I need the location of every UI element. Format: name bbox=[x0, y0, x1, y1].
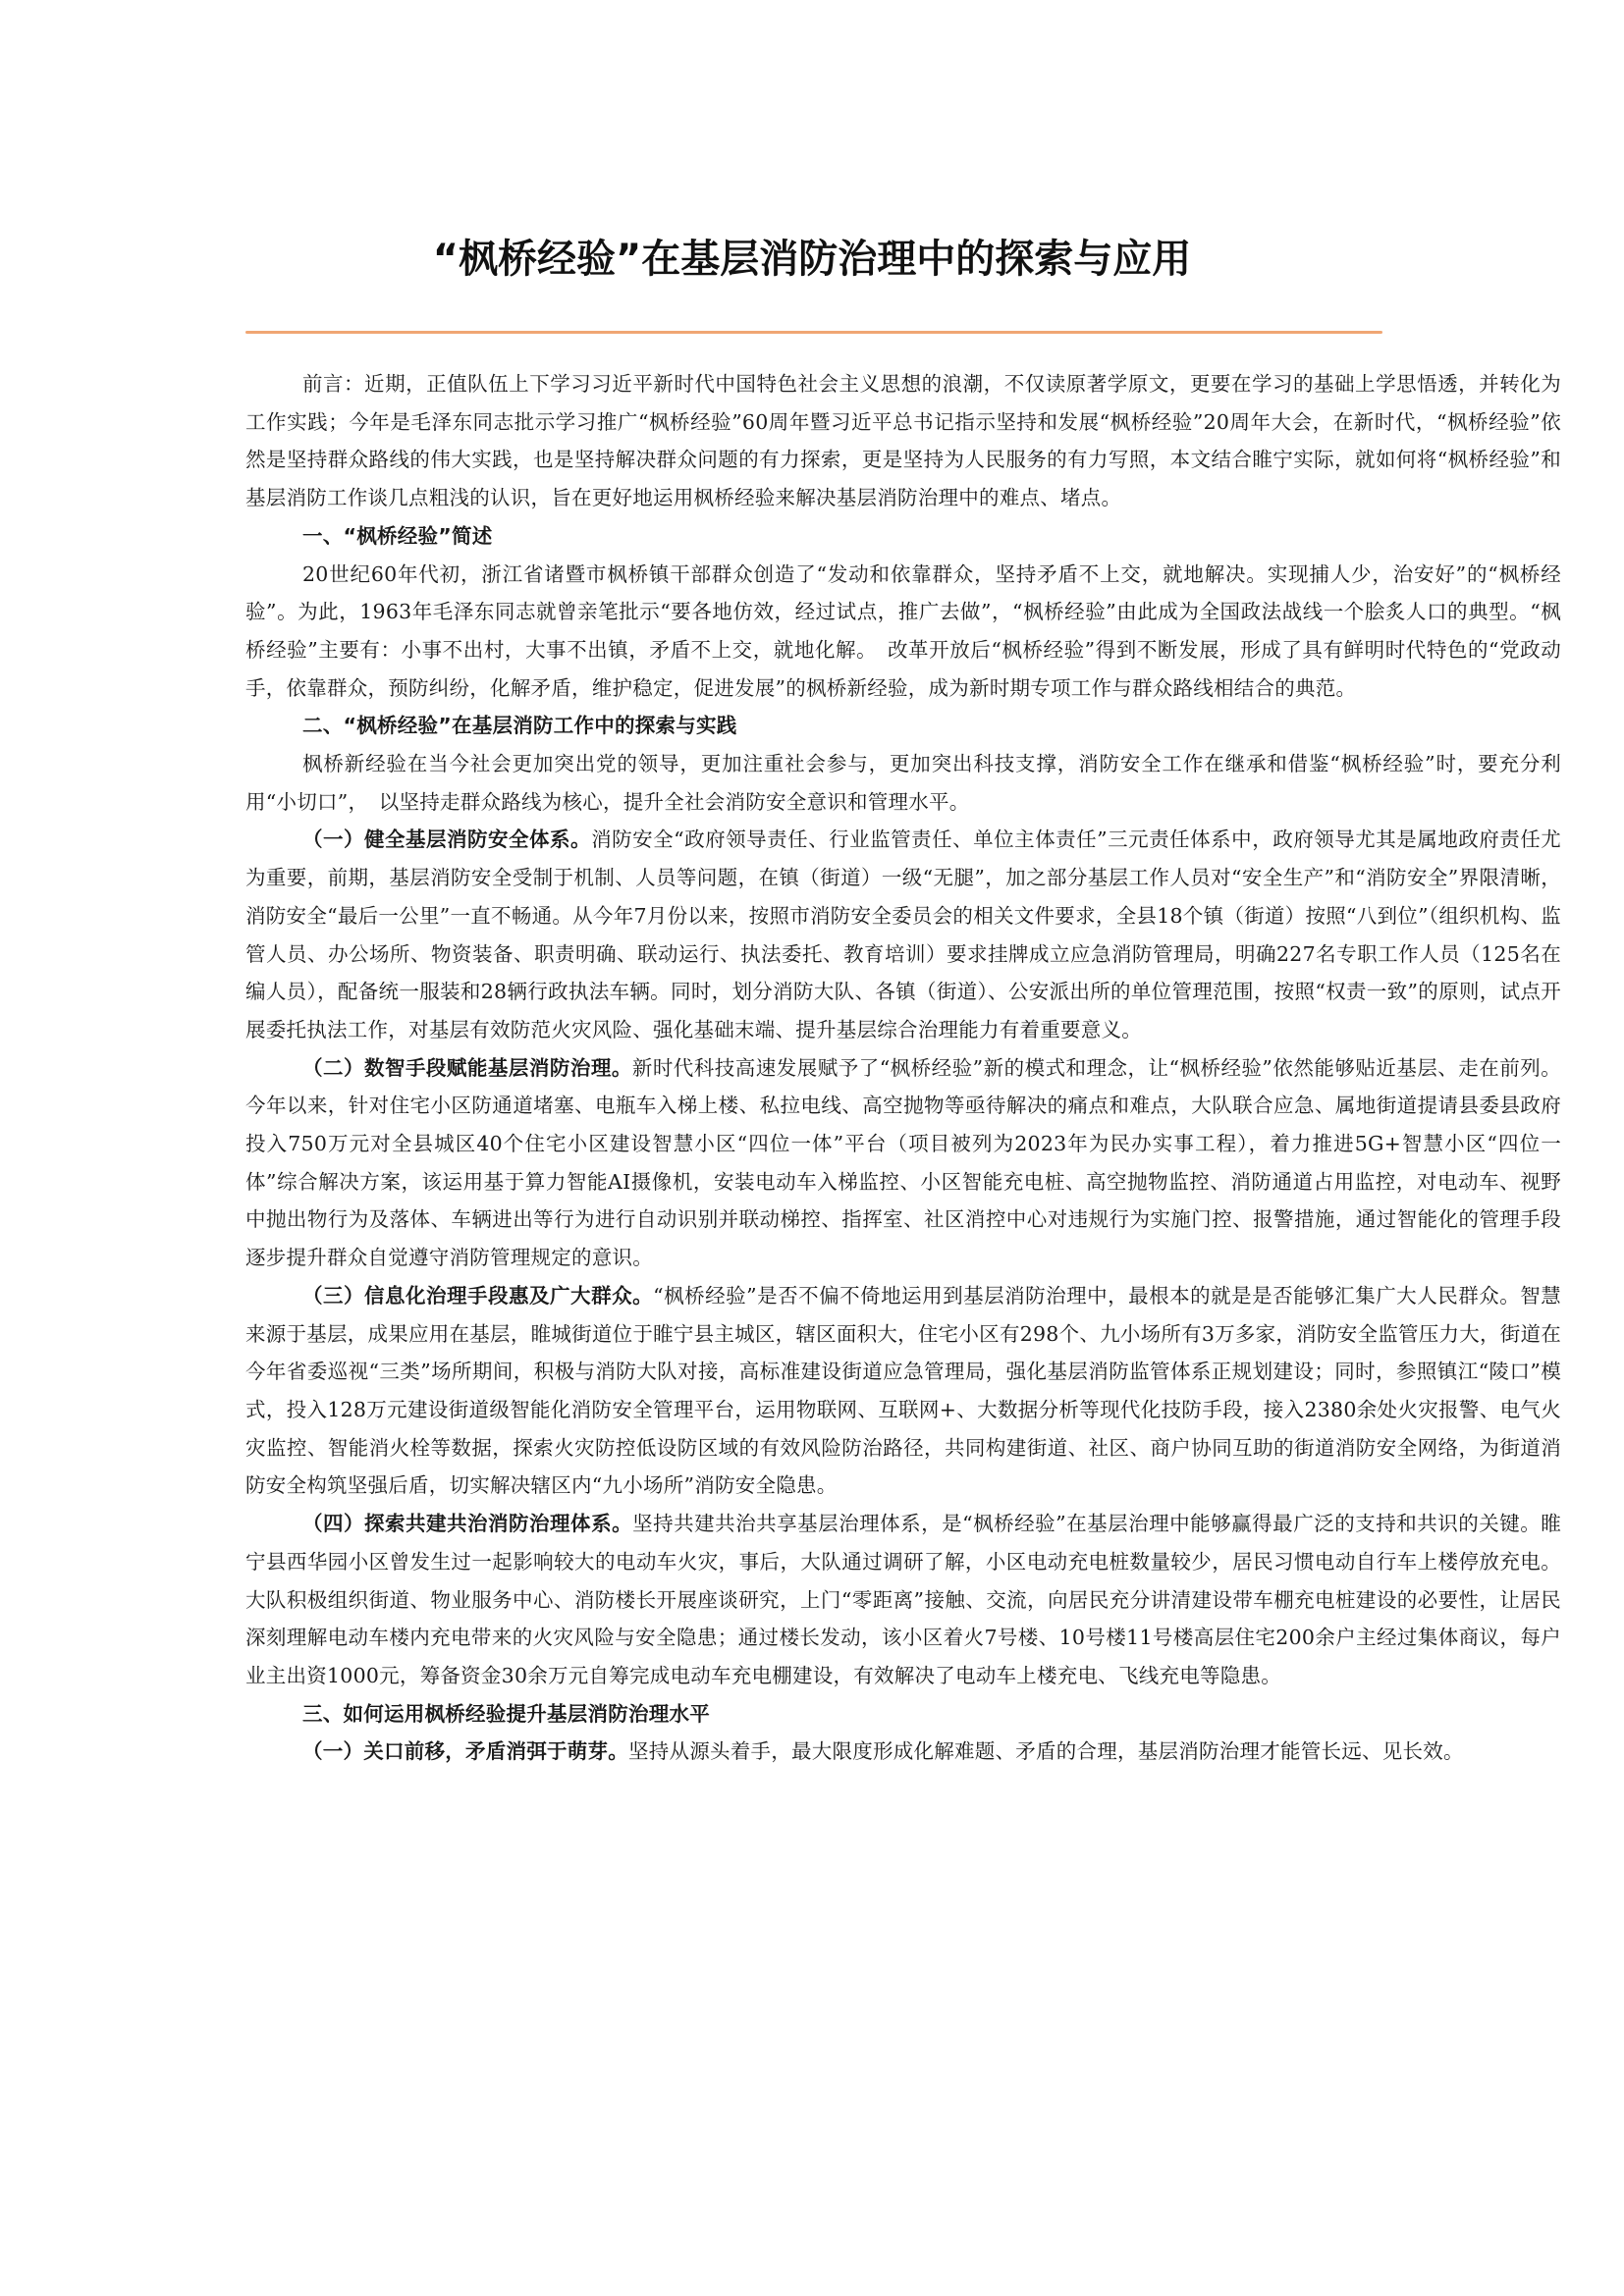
section-heading: 三、如何运用枫桥经验提升基层消防治理水平 bbox=[302, 1701, 710, 1726]
subsection-paragraph bbox=[245, 1049, 1561, 1277]
document-body bbox=[245, 365, 1561, 1771]
subsection-text: 坚持从源头着手，最大限度形成化解难题、矛盾的合理，基层消防治理才能管长远、见长效。 bbox=[628, 1739, 1464, 1764]
subsection-lead: （二）数智手段赋能基层消防治理。 bbox=[302, 1055, 632, 1080]
document-title: “枫桥经验”在基层消防治理中的探索与应用 bbox=[432, 237, 1192, 282]
subsection-lead: （一）关口前移，矛盾消弭于萌芽。 bbox=[302, 1739, 628, 1764]
subsection-paragraph bbox=[245, 1733, 1561, 1771]
subsection-text: “枫桥经验”是否不偏不倚地运用到基层消防治理中，最根本的就是是否能够汇集广大人民群众。智慧来源于基层，成果应用在基层，睢城街道位于睢宁县主城区，辖区面积大，住宅小区有298个、九小场所有3万多家，消防安全监管压力大，街道在今年省委巡视“三类”场所期间，积极与消防大队对接，高标准建设街道应急管理局，强化基层消防监管体系正规划建设；同时，参照镇江“陵口”模式，投入128万元建设街道级智能化消防安全管理平台，运用物联网、互联网+、大数据分析等现代化技防手段，接入2380余处火灾报警、电气火灾监控、智能消火栓等数据，探索火灾防控低设防区域的有效风险防治路径，共同构建街道、社区、商户协同互助的街道消防安全网络，为街道消防安全构筑坚强后盾，切实解决辖区内“九小场所”消防安全隐患。 bbox=[245, 1283, 1561, 1498]
subsection-lead: （三）信息化治理手段惠及广大群众。 bbox=[302, 1283, 654, 1308]
subsection-lead: （四）探索共建共治消防治理体系。 bbox=[302, 1512, 633, 1536]
section-heading: 一、“枫桥经验”简述 bbox=[302, 523, 493, 548]
subsection-text: 新时代科技高速发展赋予了“枫桥经验”新的模式和理念，让“枫桥经验”依然能够贴近基层、走在前列。今年以来，针对住宅小区防通道堵塞、电瓶车入梯上楼、私拉电线、高空抛物等亟待解决的痛点和难点，大队联合应急、属地街道提请县委县政府投入750万元对全县城区40个住宅小区建设智慧小区“四位一体”平台（项目被列为2023年为民办实事工程），着力推进5G+智慧小区“四位一体”综合解决方案，该运用基于算力智能AI摄像机，安装电动车入梯监控、小区智能充电桩、高空抛物监控、消防通道占用监控，对电动车、视野中抛出物行为及落体、车辆进出等行为进行自动识别并联动梯控、指挥室、社区消控中心对违规行为实施门控、报警措施，通过智能化的管理手段逐步提升群众自觉遵守消防管理规定的意识。 bbox=[245, 1055, 1561, 1270]
subsection-paragraph bbox=[245, 821, 1561, 1048]
subsection-paragraph bbox=[245, 1277, 1561, 1505]
subsection-text: 坚持共建共治共享基层治理体系，是“枫桥经验”在基层治理中能够赢得最广泛的支持和共识的关键。睢宁县西华园小区曾发生过一起影响较大的电动车火灾，事后，大队通过调研了解，小区电动充电桩数量较少，居民习惯电动自行车上楼停放充电。大队积极组织街道、物业服务中心、消防楼长开展座谈研究，上门“零距离”接触、交流，向居民充分讲清建设带车棚充电桩建设的必要性，让居民深刻理解电动车楼内充电带来的火灾风险与安全隐患；通过楼长发动，该小区着火7号楼、10号楼11号楼高层住宅200余户主经过集体商议，每户业主出资1000元，筹备资金30余万元自筹完成电动车充电棚建设，有效解决了电动车上楼充电、飞线充电等隐患。 bbox=[245, 1512, 1561, 1687]
title-divider bbox=[245, 331, 1382, 334]
subsection-text: 消防安全“政府领导责任、行业监管责任、单位主体责任”三元责任体系中，政府领导尤其是属地政府责任尤为重要，前期，基层消防安全受制于机制、人员等问题，在镇（街道）一级“无腿”，加之部分基层工作人员对“安全生产”和“消防安全”界限清晰，消防安全“最后一公里”一直不畅通。从今年7月份以来，按照市消防安全委员会的相关文件要求，全县18个镇（街道）按照“八到位”（组织机构、监管人员、办公场所、物资装备、职责明确、联动运行、执法委托、教育培训）要求挂牌成立应急消防管理局，明确227名专职工作人员（125名在编人员），配备统一服装和28辆行政执法车辆。同时，划分消防大队、各镇（街道）、公安派出所的单位管理范围，按照“权责一致”的原则，试点开展委托执法工作，对基层有效防范火灾风险、强化基础末端、提升基层综合治理能力有着重要意义。 bbox=[245, 828, 1562, 1041]
subsection-lead: （一）健全基层消防安全体系。 bbox=[302, 828, 592, 852]
subsection-paragraph bbox=[245, 1505, 1561, 1695]
body-paragraph: 枫桥新经验在当今社会更加突出党的领导，更加注重社会参与，更加突出科技支撑，消防安全工作在继承和借鉴“枫桥经验”时，要充分利用“小切口”， 以坚持走群众路线为核心，提升全社会消防安全意识和管理水平。 bbox=[245, 752, 1561, 814]
body-paragraph: 前言：近期，正值队伍上下学习习近平新时代中国特色社会主义思想的浪潮，不仅读原著学原文，更要在学习的基础上学思悟透，并转化为工作实践；今年是毛泽东同志批示学习推广“枫桥经验”60周年暨习近平总书记指示坚持和发展“枫桥经验”20周年大会，在新时代，“枫桥经验”依然是坚持群众路线的伟大实践，也是坚持解决群众问题的有力探索，更是坚持为人民服务的有力写照，本文结合睢宁实际，就如何将“枫桥经验”和基层消防工作谈几点粗浅的认识，旨在更好地运用枫桥经验来解决基层消防治理中的难点、堵点。 bbox=[245, 372, 1561, 510]
section-heading: 二、“枫桥经验”在基层消防工作中的探索与实践 bbox=[302, 714, 737, 738]
body-paragraph: 20世纪60年代初，浙江省诸暨市枫桥镇干部群众创造了“发动和依靠群众，坚持矛盾不上交，就地解决。实现捕人少，治安好”的“枫桥经验”。为此，1963年毛泽东同志就曾亲笔批示“要各地仿效，经过试点，推广去做”，“枫桥经验”由此成为全国政法战线一个脍炙人口的典型。“枫桥经验”主要有：小事不出村，大事不出镇，矛盾不上交，就地化解。 改革开放后“枫桥经验”得到不断发展，形成了具有鲜明时代特色的“党政动手，依靠群众，预防纠纷，化解矛盾，维护稳定，促进发展”的枫桥新经验，成为新时期专项工作与群众路线相结合的典范。 bbox=[245, 561, 1561, 700]
